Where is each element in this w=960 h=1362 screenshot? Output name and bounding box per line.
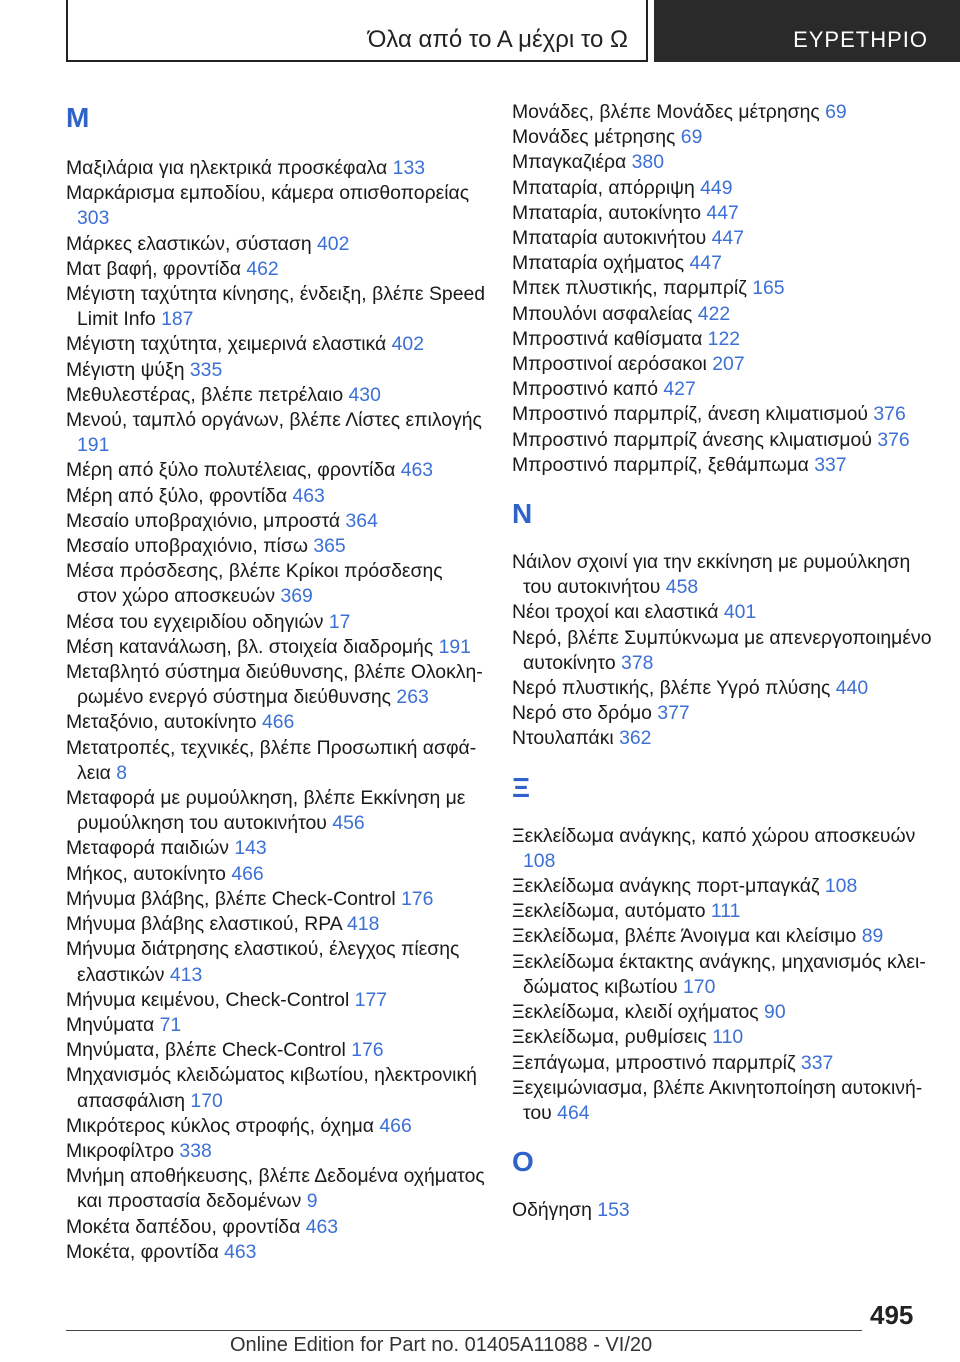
index-entry-text: Ξεκλείδωμα, αυτόματο: [512, 900, 706, 923]
index-page-link[interactable]: 108: [523, 849, 556, 872]
index-entry: [66, 862, 486, 887]
index-entry: [66, 1038, 486, 1063]
index-entry-text: Ξεκλείδωμα ανάγκης, καπό χώρου αποσκευών: [512, 824, 916, 847]
index-entry: [66, 660, 486, 710]
index-page-link[interactable]: 90: [764, 1001, 786, 1024]
index-entry: [66, 610, 486, 635]
index-entry: [512, 1051, 932, 1076]
index-page-link[interactable]: 447: [689, 252, 722, 275]
index-page-link[interactable]: 427: [663, 378, 696, 401]
index-entry: [66, 181, 486, 231]
index-entry-text: Μέγιστη ψύξη: [66, 358, 185, 381]
index-page-link[interactable]: 337: [814, 453, 847, 476]
index-page-link[interactable]: 108: [824, 875, 858, 898]
index-entry-text: Οδήγηση: [512, 1199, 592, 1222]
index-entry-text: Μπροστινοί αερόσακοι: [512, 353, 707, 376]
index-entry-text: Μαξιλάρια για ηλεκτρικά προσκέφαλα: [66, 157, 388, 179]
index-entry: [512, 302, 932, 327]
index-entry: [66, 635, 486, 660]
index-entry-text: Ξεπάγωμα, μπροστινό παρμπρίζ: [512, 1051, 796, 1074]
index-entry-text: Μήνυμα βλάβης, βλέπε Check-Control: [66, 887, 396, 910]
index-entry: [512, 327, 932, 352]
index-column-left: [66, 100, 486, 1265]
index-entry-text: Μεταφορά με ρυμούλκηση, βλέπε Εκκίνηση με ρυμούλκηση του αυτοκινήτου: [66, 787, 466, 835]
index-entry-text: Μηνύματα, βλέπε Check-Control: [66, 1039, 346, 1062]
index-entry: [512, 874, 932, 899]
index-entry: [66, 1063, 486, 1113]
index-entry: [512, 701, 932, 726]
index-entry: [512, 550, 932, 600]
index-entry-text: Μικροφίλτρο: [66, 1139, 175, 1162]
index-page-link[interactable]: 377: [657, 702, 690, 725]
index-page-link[interactable]: 191: [77, 434, 110, 457]
index-entry-text: Μήνυμα διάτρησης ελαστικού, έλεγχος πίεσης ελαστικών: [66, 938, 460, 986]
index-page-link[interactable]: 191: [438, 635, 471, 658]
footer-edition: Online Edition for Part no. 01405A11088 - VI/20: [230, 1334, 653, 1356]
index-entry: [66, 408, 486, 458]
index-page-link[interactable]: 462: [246, 257, 279, 280]
index-entry-text: Μοκέτα δαπέδου, φροντίδα: [66, 1215, 301, 1238]
index-page-link[interactable]: 303: [77, 207, 110, 230]
index-entry: [512, 377, 932, 402]
index-page-link[interactable]: 153: [597, 1199, 630, 1222]
index-page-link[interactable]: 69: [680, 126, 703, 149]
page-number: 495: [870, 1300, 914, 1330]
index-entry: [66, 988, 486, 1013]
header-title: Όλα από το Α μέχρι το Ω: [367, 26, 628, 53]
index-page-link[interactable]: 143: [234, 837, 267, 860]
index-page-link[interactable]: 110: [712, 1026, 744, 1049]
index-entry-text: Μοκέτα, φροντίδα: [66, 1240, 219, 1263]
index-entry-text: Ξεκλείδωμα ανάγκης πορτ-μπαγκάζ: [512, 875, 820, 898]
index-entry: [512, 251, 932, 276]
index-entry: [512, 626, 932, 676]
index-entry-text: Ξεκλείδωμα, βλέπε Άνοιγμα και κλείσιμο: [512, 925, 857, 948]
index-entry: [512, 276, 932, 301]
index-entry: [66, 1164, 486, 1214]
index-page-link[interactable]: 369: [280, 585, 313, 608]
index-entry: [66, 836, 486, 861]
index-entry-text: Μπαταρία, απόρριψη: [512, 176, 695, 199]
index-page-link[interactable]: 365: [313, 535, 346, 558]
index-entry: [512, 1000, 932, 1025]
header-title-box: [66, 0, 648, 62]
index-page-link[interactable]: 376: [873, 403, 906, 426]
index-letter-heading: M: [66, 102, 90, 133]
index-page-link[interactable]: 338: [179, 1139, 212, 1162]
index-entry-text: Μονάδες, βλέπε Μονάδες μέτρησης: [512, 101, 820, 123]
index-entry: [512, 100, 932, 125]
index-page-link[interactable]: 376: [877, 428, 910, 451]
index-entry-text: Μέσα του εγχειριδίου οδηγιών: [66, 610, 324, 633]
index-entry-text: Μεθυλεστέρας, βλέπε πετρέλαιο: [66, 383, 344, 406]
index-entry: [66, 1215, 486, 1240]
index-entry: [512, 453, 932, 478]
index-entry: [66, 534, 486, 559]
index-page-link[interactable]: 402: [391, 333, 424, 356]
index-page-link[interactable]: 165: [752, 277, 785, 300]
index-page-link[interactable]: 170: [683, 975, 716, 998]
index-page-link[interactable]: 111: [710, 900, 741, 923]
index-entry: [512, 824, 932, 874]
index-entry-text: Μπαγκαζιέρα: [512, 151, 627, 174]
index-entry-text: Μπαταρία αυτοκινήτου: [512, 227, 707, 250]
index-entry: [66, 1240, 486, 1265]
index-entry: [66, 912, 486, 937]
index-entry-text: Μπροστινά καθίσματα: [512, 327, 703, 350]
index-page-link[interactable]: 69: [825, 101, 847, 123]
index-page-link[interactable]: 207: [712, 353, 745, 376]
index-entry: [512, 201, 932, 226]
index-entry-text: Μεταβλητό σύστημα διεύθυνσης, βλέπε Ολοκληρωμένο ενεργό σύστημα διεύθυνσης: [66, 661, 483, 709]
index-page-link[interactable]: 402: [317, 232, 350, 255]
index-page-link[interactable]: 458: [665, 576, 699, 599]
index-page-link[interactable]: 177: [354, 988, 388, 1011]
index-entry: [66, 509, 486, 534]
index-entry-text: Ξεκλείδωμα έκτακτης ανάγκης, μηχανισμός κλειδώματος κιβωτίου: [512, 950, 926, 998]
index-page-link[interactable]: 263: [396, 686, 429, 709]
index-page-link[interactable]: 413: [169, 963, 203, 986]
index-entry-text: Μεσαίο υποβραχιόνιο, μπροστά: [66, 509, 341, 532]
index-entry-text: Μπροστινό καπό: [512, 378, 658, 401]
index-letter-heading: Ξ: [512, 771, 531, 803]
index-entry-text: Μέση κατανάλωση, βλ. στοιχεία διαδρομής: [66, 635, 434, 658]
index-entry-text: Μηνύματα: [66, 1013, 155, 1036]
index-page-link[interactable]: 176: [401, 887, 434, 910]
index-page-link[interactable]: 380: [631, 151, 664, 174]
index-entry: [66, 887, 486, 912]
footer-divider: [66, 1330, 862, 1331]
index-entry: [512, 726, 932, 751]
index-entry-text: Μονάδες μέτρησης: [512, 126, 676, 149]
index-entry: [66, 1013, 486, 1038]
index-entry: [66, 559, 486, 609]
index-entry-text: Ματ βαφή, φροντίδα: [66, 257, 241, 280]
index-entry-text: Μικρότερος κύκλος στροφής, όχημα: [66, 1114, 374, 1137]
index-entry-text: Μπροστινό παρμπρίζ, ξεθάμπωμα: [512, 453, 809, 476]
index-entry: [66, 484, 486, 509]
index-entry-text: Μετατροπές, τεχνικές, βλέπε Προσωπική ασφάλεια: [66, 736, 477, 784]
index-entry-text: Μηχανισμός κλειδώματος κιβωτίου, ηλεκτρονική απασφάλιση: [66, 1064, 477, 1112]
index-entry-text: Μέρη από ξύλο, φροντίδα: [66, 484, 288, 507]
index-entry-text: Μπροστινό παρμπρίζ, άνεση κλιματισμού: [512, 403, 868, 426]
index-page-link[interactable]: 463: [305, 1215, 339, 1238]
index-entry: [512, 899, 932, 924]
index-page-link[interactable]: 466: [379, 1114, 412, 1137]
index-entry: [66, 358, 486, 383]
index-page-link[interactable]: 170: [190, 1089, 223, 1112]
index-entry: [512, 125, 932, 150]
index-entry: [512, 226, 932, 251]
index-column-right: [512, 100, 932, 1223]
index-entry-text: Μπεκ πλυστικής, παρμπρίζ: [512, 277, 747, 300]
index-entry: [512, 176, 932, 201]
index-page-link[interactable]: 364: [345, 509, 378, 532]
index-page-link[interactable]: 89: [861, 925, 884, 948]
index-page-link[interactable]: 464: [557, 1101, 590, 1124]
index-page-link[interactable]: 176: [351, 1039, 384, 1062]
index-entry: [512, 924, 932, 949]
index-page-link[interactable]: 463: [400, 459, 434, 482]
index-entry-text: Μάρκες ελαστικών, σύσταση: [66, 232, 312, 255]
index-page-link[interactable]: 456: [332, 812, 365, 835]
index-entry: [512, 1076, 932, 1126]
index-entry: [512, 950, 932, 1000]
index-entry-text: Μέρη από ξύλο πολυτέλειας, φροντίδα: [66, 459, 396, 482]
index-page-link[interactable]: 187: [161, 308, 194, 331]
index-entry: [66, 710, 486, 735]
index-entry-text: Νάιλον σχοινί για την εκκίνηση με ρυμούλκηση του αυτοκινήτου: [512, 551, 911, 599]
index-page-link[interactable]: 466: [261, 711, 295, 734]
index-entry-text: Μπαταρία, αυτοκίνητο: [512, 201, 702, 224]
index-entry: [512, 428, 932, 453]
index-entry: [66, 937, 486, 987]
index-entry-text: Μήνυμα βλάβης ελαστικού, RPA: [66, 913, 342, 936]
index-entry-text: Μαρκάρισμα εμποδίου, κάμερα οπισθοπορείας: [66, 182, 470, 205]
index-page-link[interactable]: 447: [706, 201, 739, 224]
index-entry: [66, 1139, 486, 1164]
index-entry: [66, 156, 486, 181]
index-entry: [512, 676, 932, 701]
index-entry-text: Νερό, βλέπε Συμπύκνωμα με απενεργοποιημένο αυτοκίνητο: [512, 626, 932, 674]
index-entry: [512, 1198, 932, 1223]
index-page-link[interactable]: 463: [224, 1240, 257, 1263]
index-page-link[interactable]: 418: [347, 913, 380, 936]
index-entry-text: Μνήμη αποθήκευσης, βλέπε Δεδομένα οχήματος και προστασία δεδομένων: [66, 1165, 485, 1213]
index-entry-text: Μεταξόνιο, αυτοκίνητο: [66, 711, 257, 734]
index-page-link[interactable]: 122: [707, 327, 741, 350]
index-page-link[interactable]: 430: [348, 383, 381, 406]
index-page-link[interactable]: 466: [231, 862, 264, 885]
index-entry: [512, 600, 932, 625]
index-entry-text: Μέγιστη ταχύτητα κίνησης, ένδειξη, βλέπε Speed Limit Info: [66, 283, 486, 331]
index-page-link[interactable]: 362: [619, 727, 652, 750]
index-entry: [66, 786, 486, 836]
index-entry-text: Νερό πλυστικής, βλέπε Υγρό πλύσης: [512, 677, 831, 700]
index-page-link[interactable]: 440: [835, 677, 869, 700]
index-entry-text: Μήκος, αυτοκίνητο: [66, 862, 226, 885]
header-section-label: ΕΥΡΕΤΗΡΙΟ: [793, 27, 928, 52]
index-letter-heading: O: [512, 1146, 534, 1178]
index-entry: [66, 282, 486, 332]
index-entry-text: Μήνυμα κειμένου, Check-Control: [66, 988, 350, 1011]
index-entry-text: Ξεκλείδωμα, ρυθμίσεις: [512, 1026, 707, 1049]
index-entry: [66, 232, 486, 257]
index-entry-text: Νερό στο δρόμο: [512, 702, 652, 725]
index-entry: [66, 257, 486, 282]
index-page-link[interactable]: 449: [700, 176, 733, 199]
header-section-tab[interactable]: [654, 0, 960, 62]
index-page-link[interactable]: 17: [328, 610, 351, 633]
index-entry-text: Μέγιστη ταχύτητα, χειμερινά ελαστικά: [66, 333, 387, 356]
index-entry-text: Μπαταρία οχήματος: [512, 252, 685, 275]
index-entry-text: Μπουλόνι ασφαλείας: [512, 302, 693, 325]
index-page-link[interactable]: 133: [392, 157, 426, 179]
index-page-link[interactable]: 447: [711, 227, 744, 250]
index-page-link[interactable]: 463: [292, 484, 325, 507]
index-entry: [66, 383, 486, 408]
index-entry: [512, 402, 932, 427]
index-entry-text: Μενού, ταμπλό οργάνων, βλέπε Λίστες επιλογής: [66, 409, 482, 432]
index-entry: [512, 1025, 932, 1050]
index-entry: [512, 150, 932, 175]
index-page-link[interactable]: 422: [697, 302, 731, 325]
index-entry: [66, 332, 486, 357]
index-entry: [66, 458, 486, 483]
index-entry-text: Μεταφορά παιδιών: [66, 837, 229, 860]
index-page-link[interactable]: 401: [723, 601, 757, 624]
index-entry-text: Μέσα πρόσδεσης, βλέπε Κρίκοι πρόσδεσης στον χώρο αποσκευών: [66, 560, 443, 608]
index-entry-text: Ξεκλείδωμα, κλειδί οχήματος: [512, 1001, 759, 1024]
index-entry-text: Ντουλαπάκι: [512, 727, 614, 750]
index-page-link[interactable]: 9: [306, 1190, 318, 1213]
index-entry: [66, 736, 486, 786]
index-page-link[interactable]: 378: [621, 651, 654, 674]
index-page-link[interactable]: 71: [159, 1013, 182, 1036]
index-entry-text: Νέοι τροχοί και ελαστικά: [512, 601, 719, 624]
index-entry-text: Ξεχειμώνιασμα, βλέπε Ακινητοποίηση αυτοκινήτου: [512, 1076, 923, 1124]
index-entry: [512, 352, 932, 377]
index-page-link[interactable]: 337: [800, 1051, 834, 1074]
index-entry-text: Μεσαίο υποβραχιόνιο, πίσω: [66, 535, 308, 558]
index-entry: [66, 1114, 486, 1139]
index-letter-heading: N: [512, 498, 533, 530]
index-page-link[interactable]: 335: [189, 358, 223, 381]
index-entry-text: Μπροστινό παρμπρίζ άνεσης κλιματισμού: [512, 428, 872, 451]
index-page-link[interactable]: 8: [116, 761, 128, 784]
